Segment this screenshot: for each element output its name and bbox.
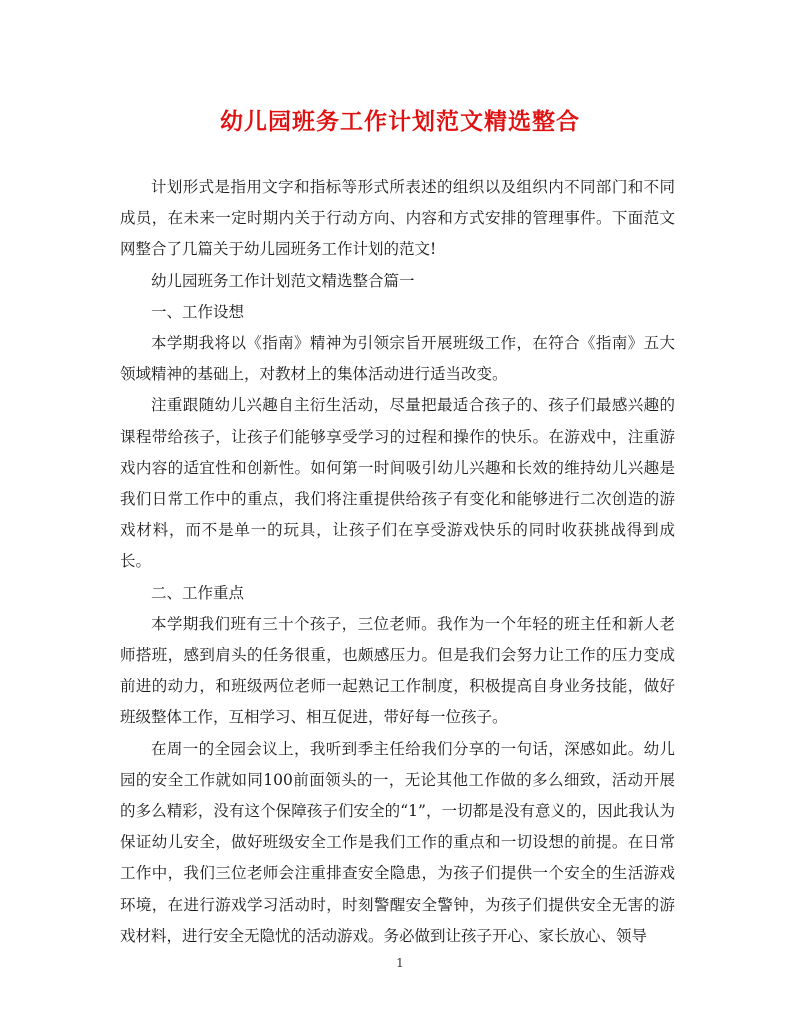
section-heading-part-one: 幼儿园班务工作计划范文精选整合篇一 [151,271,415,290]
page-number: 1 [396,956,404,970]
paragraph-child-interest: 注重跟随幼儿兴趣自主衍生活动，尽量把最适合孩子的、孩子们最感兴趣的课程带给孩子，让孩子们能够享受学习的过程和操作的快乐。在游戏中，注重游戏内容的适宜性和创新性。如何第一时间吸引幼儿兴趣和长效的维持幼儿兴趣是我们日常工作中的重点，我们将注重提供给孩子有变化和能够进行二次创造的游戏材料，而不是单一的玩具，让孩子们在享受游戏快乐的同时收获挑战得到成长。 [120,396,675,571]
intro-paragraph: 计划形式是指用文字和指标等形式所表述的组织以及组织内不同部门和不同成员，在未来一定时期内关于行动方向、内容和方式安排的管理事件。下面范文网整合了几篇关于幼儿园班务工作计划的范文! [120,178,675,259]
paragraph-class-info: 本学期我们班有三十个孩子，三位老师。我作为一个年轻的班主任和新人老师搭班，感到肩头的任务很重，也颇感压力。但是我们会努力让工作的压力变成前进的动力，和班级两位老师一起熟记工作制度，积极提高自身业务技能，做好班级整体工作，互相学习、相互促进，带好每一位孩子。 [120,614,675,727]
document-body [120,172,675,952]
subheading-work-plan: 一、工作设想 [151,302,245,321]
paragraph-guide-spirit: 本学期我将以《指南》精神为引领宗旨开展班级工作，在符合《指南》五大领域精神的基础上，对教材上的集体活动进行适当改变。 [120,334,675,384]
paragraph-safety: 在周一的全园会议上，我听到季主任给我们分享的一句话，深感如此。幼儿园的安全工作就如同100前面领头的一，无论其他工作做的多么细致，活动开展的多么精彩，没有这个保障孩子们安全的“1”，一切都是没有意义的，因此我认为保证幼儿安全，做好班级安全工作是我们工作的重点和一切设想的前提。在日常工作中，我们三位老师会注重排查安全隐患，为孩子们提供一个安全的生活游戏环境，在进行游戏学习活动时，时刻警醒安全警钟，为孩子们提供安全无害的游戏材料，进行安全无隐忧的活动游戏。务必做到让孩子开心、家长放心、领导 [120,739,675,945]
document-title: 幼儿园班务工作计划范文精选整合 [220,108,580,135]
subheading-work-focus: 二、工作重点 [151,583,245,602]
